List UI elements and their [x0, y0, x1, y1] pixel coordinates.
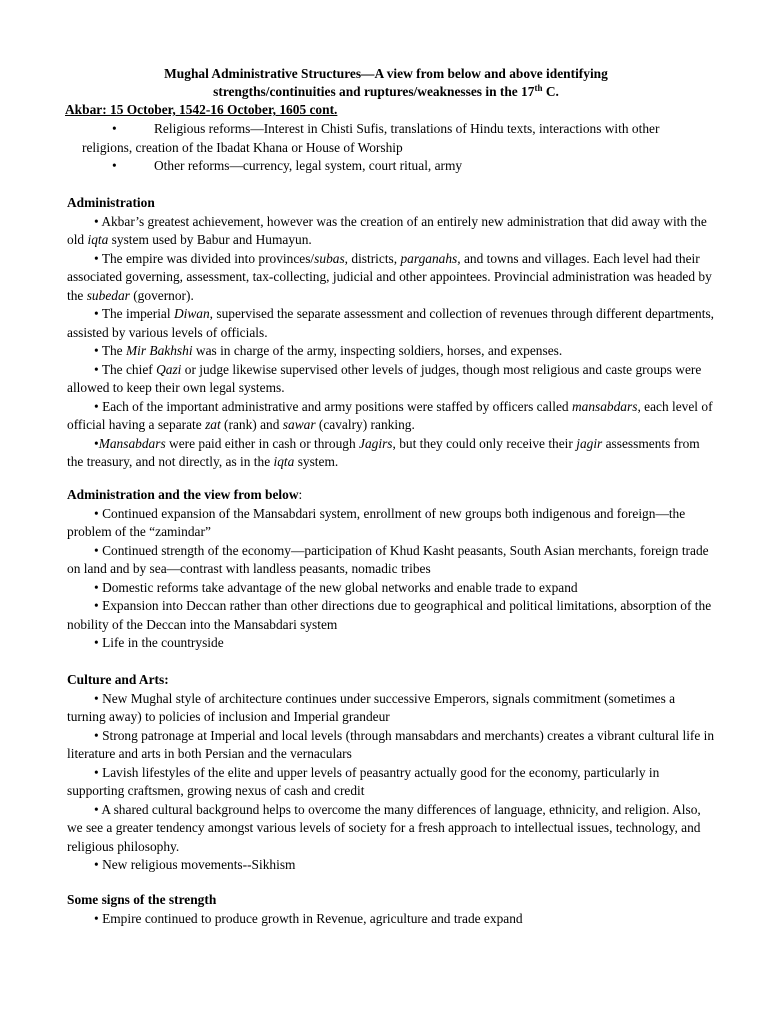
title-line-2-tail: C.: [542, 83, 559, 99]
bullet-icon: •: [94, 579, 99, 595]
section-heading: Some signs of the strength: [67, 892, 217, 907]
view-from-below-section: [67, 486, 717, 653]
list-item: • The empire was divided into provinces/subas, districts, parganahs, and towns and villages. Each level had their associated governing, assessment, tax-collecting, judicial and other appointees. Provincial administration was headed by the subedar (governor).: [67, 250, 712, 303]
bullet-icon: •: [94, 361, 99, 377]
title-line-2: [66, 83, 706, 101]
list-item: •Mansabdars were paid either in cash or through Jagirs, but they could only receive their jagir assessments from the treasury, and not directly, as in the iqta system.: [67, 435, 700, 469]
bullet-icon: •: [94, 910, 99, 926]
list-item: • Strong patronage at Imperial and local levels (through mansabdars and merchants) creates a vibrant cultural life in literature and arts in both Persian and the vernaculars: [67, 727, 715, 761]
akbar-reform-list: [82, 120, 712, 176]
administration-section: [67, 194, 717, 472]
list-item: • Expansion into Deccan rather than other directions due to geographical and political limitations, absorption of the nobility of the Deccan into the Mansabdari system: [67, 598, 712, 632]
title-line-1: Mughal Administrative Structures—A view from below and above identifying: [164, 66, 608, 81]
akbar-heading: Akbar: 15 October, 1542-16 October, 1605 cont.: [65, 102, 338, 117]
bullet-icon: •: [94, 398, 99, 414]
list-item-text: Other reforms—currency, legal system, court ritual, army: [154, 158, 463, 173]
list-item: • Life in the countryside: [94, 635, 224, 650]
bullet-icon: •: [94, 306, 99, 321]
bullet-icon: •: [94, 542, 99, 558]
strength-section: [67, 891, 717, 928]
list-item: • The imperial Diwan, supervised the separate assessment and collection of revenues through different departments, assisted by various levels of officials.: [67, 306, 715, 340]
bullet-icon: •: [94, 343, 99, 358]
title-line-2-text: strengths/continuities and ruptures/weaknesses in the 17: [213, 83, 535, 99]
list-item: • A shared cultural background helps to overcome the many differences of language, ethnicity, and religion. Also, we see a greater tendency amongst various levels of society for a fresh approach to intellectual issues, technology, and religious philosophy.: [67, 801, 701, 854]
list-item: • Empire continued to produce growth in Revenue, agriculture and trade expand: [94, 910, 523, 926]
list-item: • Continued strength of the economy—participation of Khud Kasht peasants, South Asian merchants, foreign trade on land and by sea—contrast with landless peasants, nomadic tribes: [67, 542, 709, 576]
list-item-text: Religious reforms—Interest in Chisti Sufis, translations of Hindu texts, interactions with other religions, creation of the Ibadat Khana or House of Worship: [82, 121, 660, 155]
bullet-icon: •: [94, 801, 99, 817]
bullet-icon: •: [112, 158, 117, 173]
bullet-icon: •: [94, 635, 99, 650]
list-item: • The Mir Bakhshi was in charge of the army, inspecting soldiers, horses, and expenses.: [94, 343, 563, 358]
list-item: • Each of the important administrative and army positions were staffed by officers called mansabdars, each level of official having a separate zat (rank) and sawar (cavalry) ranking.: [67, 398, 713, 432]
section-heading: Administration and the view from below:: [67, 487, 303, 502]
document-title: [66, 65, 706, 100]
bullet-icon: •: [94, 727, 99, 743]
section-heading: Culture and Arts:: [67, 672, 169, 687]
bullet-icon: •: [94, 690, 99, 706]
bullet-icon: •: [94, 505, 99, 521]
list-item: • New Mughal style of architecture continues under successive Emperors, signals commitment (sometimes a turning away) to policies of inclusion and Imperial grandeur: [67, 690, 676, 724]
bullet-icon: •: [94, 598, 99, 613]
section-heading: Administration: [67, 195, 155, 210]
culture-arts-section: [67, 671, 717, 875]
bullet-icon: •: [94, 250, 99, 266]
bullet-icon: •: [94, 213, 99, 229]
title-superscript: th: [534, 82, 543, 93]
bullet-icon: •: [94, 764, 99, 780]
bullet-icon: •: [94, 435, 99, 451]
list-item: • Lavish lifestyles of the elite and upper levels of peasantry actually good for the economy, particularly in supporting craftsmen, growing nexus of cash and credit: [67, 764, 660, 798]
list-item: • New religious movements--Sikhism: [94, 857, 296, 872]
list-item: • The chief Qazi or judge likewise supervised other levels of judges, though most religious and caste groups were allowed to keep their own legal systems.: [67, 361, 702, 395]
list-item: • Domestic reforms take advantage of the new global networks and enable trade to expand: [94, 579, 578, 595]
list-item: • Akbar’s greatest achievement, however was the creation of an entirely new administration that did away with the old iqta system used by Babur and Humayun.: [67, 213, 707, 247]
list-item: [82, 157, 712, 176]
bullet-icon: •: [94, 857, 99, 872]
list-item: • Continued expansion of the Mansabdari system, enrollment of new groups both indigenous and foreign—the problem of the “zamindar”: [67, 505, 686, 539]
list-item: [82, 120, 712, 157]
bullet-icon: •: [112, 121, 117, 136]
